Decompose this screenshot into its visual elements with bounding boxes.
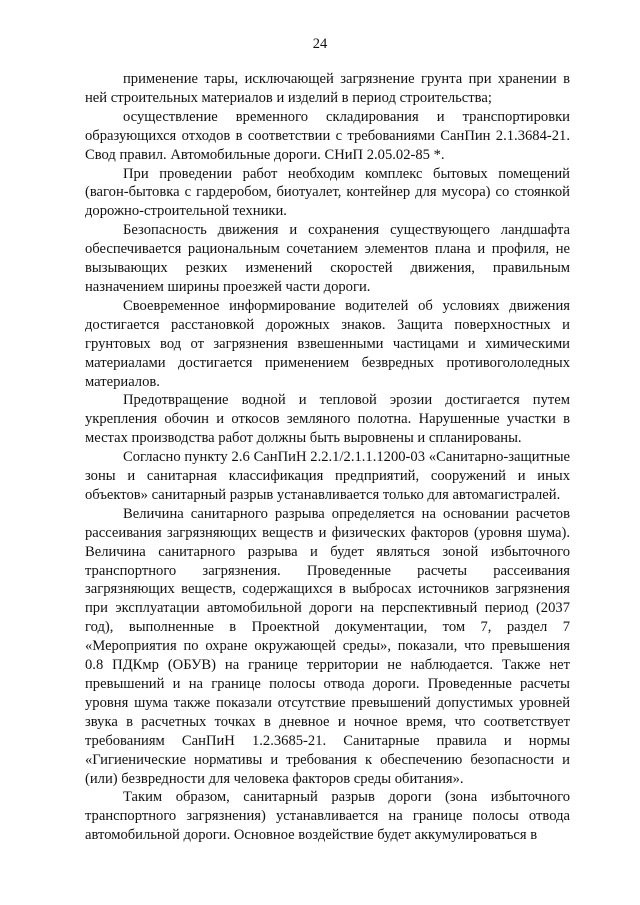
paragraph-waste-storage: осуществление временного складирования и транспортировки образующихся отходов в соответствии с требованиями СанПин 2.1.3684-21. Свод правил. Автомобильные дороги. СНиП 2.05.02-85 *. bbox=[85, 108, 570, 163]
paragraph-sanpin-reference: Согласно пункту 2.6 СанПиН 2.2.1/2.1.1.1200-03 «Санитарно-защитные зоны и санитарная классификация предприятий, сооружений и иных объектов» санитарный разрыв устанавливается только для автомагистралей. bbox=[85, 449, 570, 503]
paragraph-conclusion: Таким образом, санитарный разрыв дороги (зона избыточного транспортного загрязнения) устанавливается на границе полосы отвода автомобильной дороги. Основное воздействие будет аккумулироваться в bbox=[85, 789, 570, 844]
paragraph-traffic-safety: Безопасность движения и сохранения существующего ландшафта обеспечивается рациональным сочетанием элементов плана и профиля, не вызывающих резких изменений скоростей движения, правильным назначением ширины проезжей части дороги. bbox=[85, 222, 570, 295]
paragraph-sanitary-gap: Величина санитарного разрыва определяется на основании расчетов рассеивания загрязняющих веществ и физических факторов (уровня шума). Величина санитарного разрыва и будет являться зоной избыточного транспортного загрязнения. Проведенные расчеты рассеивания загрязняющих веществ, содержащихся в выбросах источников загрязнения при эксплуатации автомобильной дороги на перспективный период (2037 год), выполненные в Проектной документации, том 7, раздел 7 «Мероприятия по охране окружающей среды», показали, что превышения 0.8 ПДКмр (ОБУВ) на границе территории не наблюдается. Также нет превышений и на границе полосы отвода дороги. Проведенные расчеты уровня шума также показали отсутствие превышений допустимых уровней звука в расчетных точках в дневное и ночное время, что соответствует требованиям СанПиН 1.2.3685-21. Санитарные правила и нормы «Гигиенические нормативы и требования к обеспечению безопасности и (или) безвредности для человека факторов среды обитания». bbox=[85, 505, 570, 787]
paragraph-driver-information: Своевременное информирование водителей об условиях движения достигается расстановкой дорожных знаков. Защита поверхностных и грунтовых вод от загрязнения взвешенными частицами и химическими материалами достигается применением безвредных противогололедных материалов. bbox=[85, 297, 570, 390]
document-body bbox=[85, 70, 570, 845]
paragraph-packaging: применение тары, исключающей загрязнение грунта при хранении в ней строительных материалов и изделий в период строительства; bbox=[85, 71, 570, 106]
page-number: 24 bbox=[312, 36, 328, 52]
paragraph-facilities: При проведении работ необходим комплекс бытовых помещений (вагон-бытовка с гардеробом, биотуалет, контейнер для мусора) со стоянкой дорожно-строительной техники. bbox=[85, 165, 570, 220]
paragraph-erosion-prevention: Предотвращение водной и тепловой эрозии достигается путем укрепления обочин и откосов земляного полотна. Нарушенные участки в местах производства работ должны быть выровнены и спланированы. bbox=[85, 392, 570, 447]
